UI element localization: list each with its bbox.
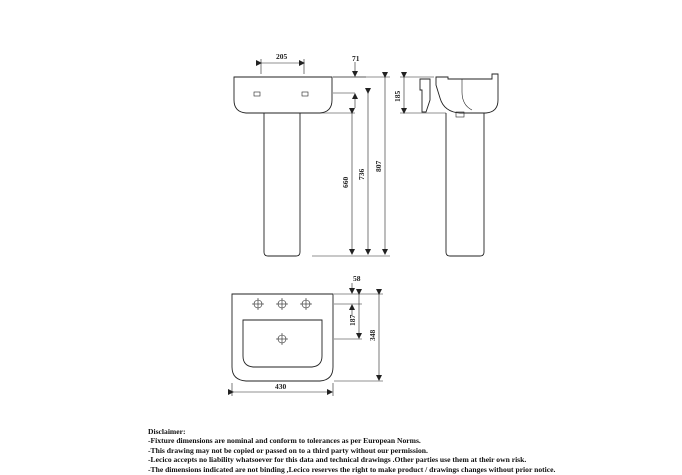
front-view (234, 52, 390, 256)
dim-348: 348 (368, 329, 377, 341)
front-pedestal-outline (264, 113, 300, 256)
front-overflow-mark-right (302, 92, 308, 96)
disclaimer-line: -This drawing may not be copied or passed on to a third party without our permission. (148, 445, 428, 455)
disclaimer-line: -The dimensions indicated are not binding ,Lecico reserves the right to make product / drawings changes without prior notice. (148, 464, 556, 474)
dim-736: 736 (357, 168, 366, 180)
tap-hole-right (300, 298, 312, 310)
disclaimer-heading: Disclaimer: (148, 427, 186, 436)
disclaimer-line: -Lecico accepts no liability whatsoever for this data and technical drawings .Other parties use them at their own risk. (148, 455, 527, 465)
dim-205: 205 (276, 52, 288, 61)
dim-185: 185 (393, 90, 402, 102)
side-wall-bracket (420, 79, 430, 112)
tap-hole-center (276, 298, 288, 310)
side-pedestal-outline (446, 113, 484, 256)
front-overflow-mark-left (254, 92, 260, 96)
disclaimer-line: -Fixture dimensions are nominal and conform to tolerances as per European Norms. (148, 436, 421, 446)
tap-hole-left (252, 298, 264, 310)
dim-187: 187 (348, 314, 357, 326)
dim-71: 71 (352, 54, 360, 63)
dim-58: 58 (353, 274, 361, 283)
plan-inner-bowl (243, 320, 322, 367)
drain-hole (276, 333, 288, 345)
front-basin-outline (234, 77, 332, 113)
dim-430: 430 (275, 382, 287, 391)
side-basin-outline (436, 74, 498, 113)
dim-660: 660 (341, 176, 350, 188)
plan-view (232, 274, 383, 396)
side-view (393, 74, 498, 256)
plan-basin-outline (232, 294, 333, 381)
disclaimer-block (148, 427, 668, 474)
dim-807: 807 (374, 160, 383, 172)
